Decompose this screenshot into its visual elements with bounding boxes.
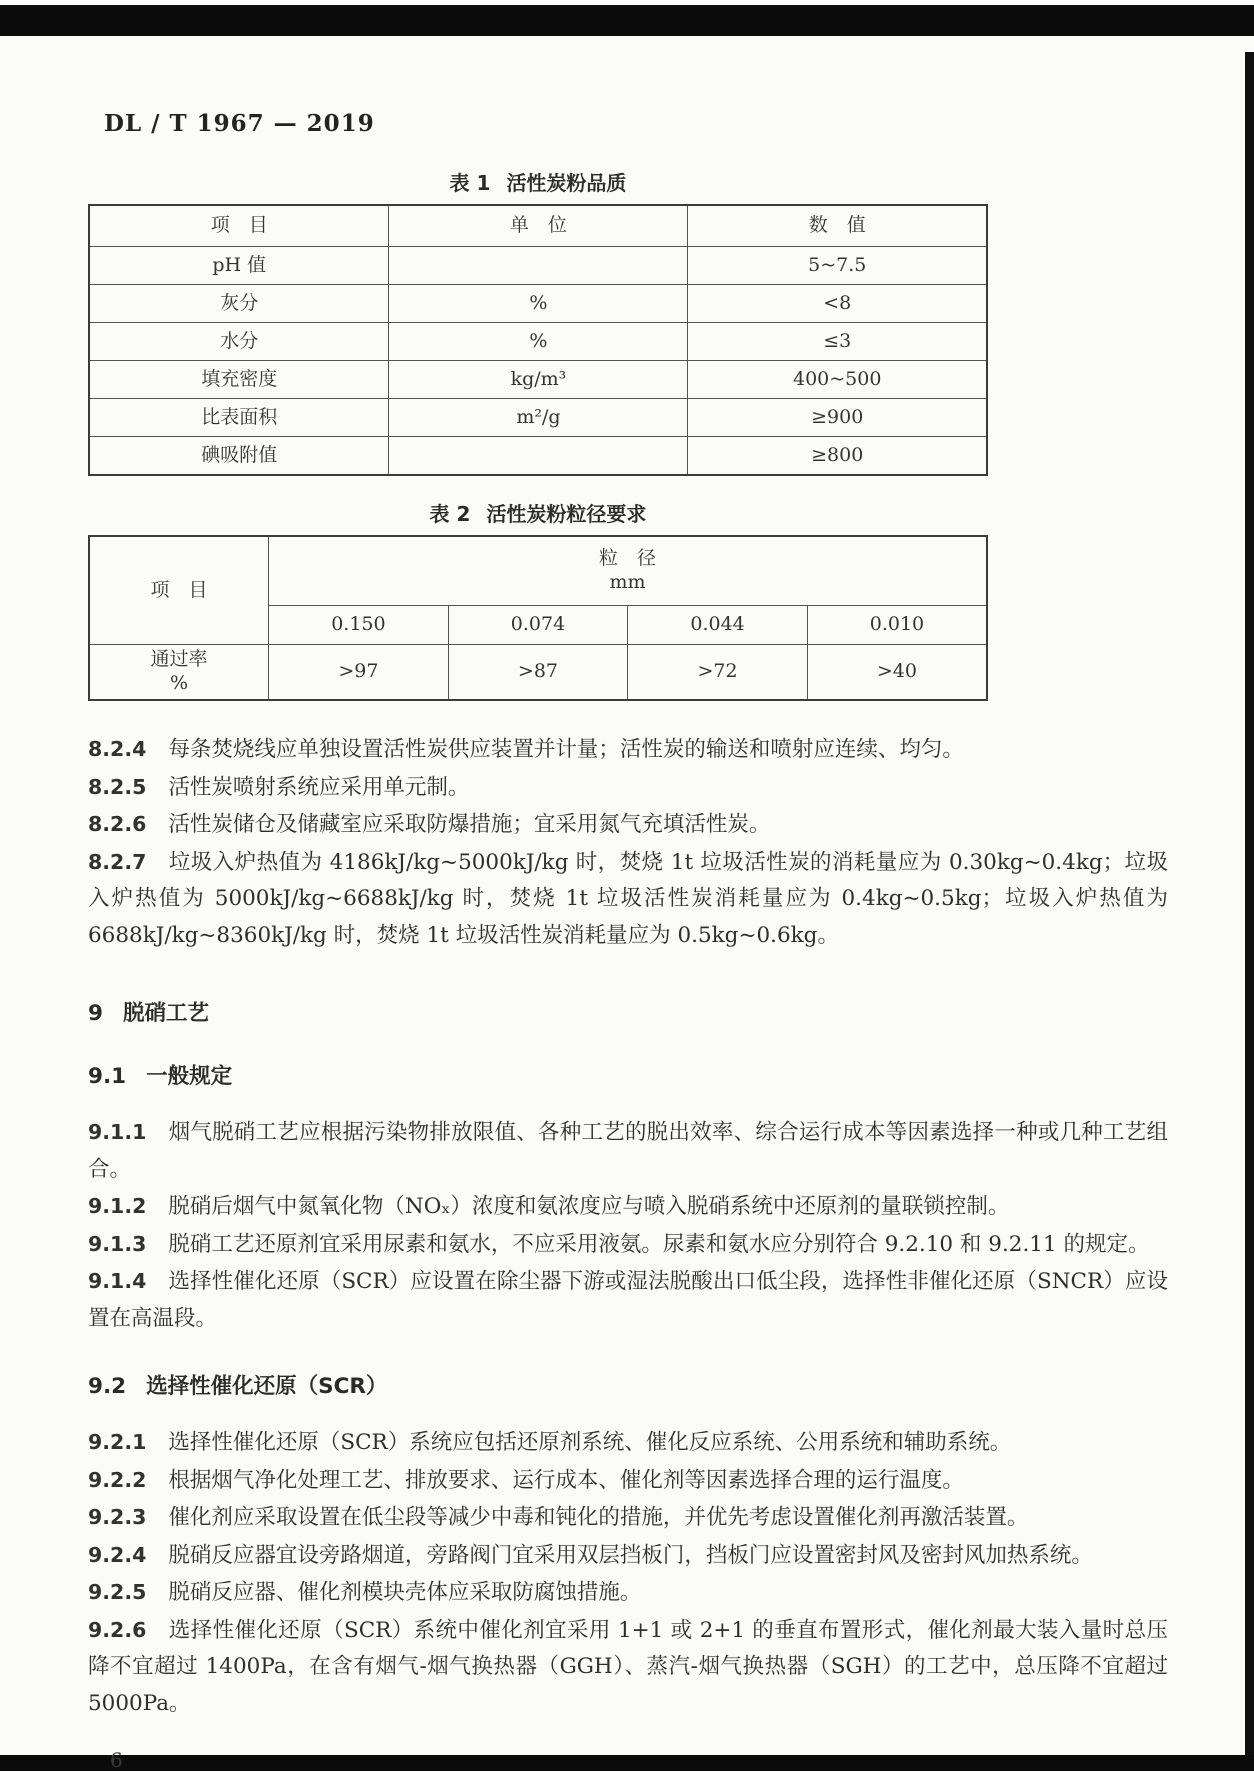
table1-header-item: 项 目 (89, 205, 389, 247)
clause-text: 脱硝反应器宜设旁路烟道，旁路阀门宜采用双层挡板门，挡板门应设置密封风及密封风加热系统。 (168, 1542, 1093, 1568)
clause-text: 脱硝工艺还原剂宜采用尿素和氨水，不应采用液氨。尿素和氨水应分别符合 9.2.10 和 9.2.11 的规定。 (168, 1231, 1150, 1257)
table-cell: 0.044 (628, 606, 808, 645)
clause-9-2-4 (88, 1537, 1168, 1575)
clause-8-2-6 (88, 806, 1168, 844)
clause-8-2-4 (88, 731, 1168, 769)
heading-number: 9 (88, 1001, 103, 1026)
table-cell: 比表面积 (89, 399, 389, 437)
clause-text: 垃圾入炉热值为 4186kJ/kg~5000kJ/kg 时，焚烧 1t 垃圾活性炭的消耗量应为 0.30kg~0.4kg；垃圾入炉热值为 5000kJ/kg~6688kJ/kg 时，焚烧 1t 垃圾活性炭消耗量应为 0.4kg~0.5kg；垃圾入炉热值为 6688kJ/kg~8360kJ/kg 时，焚烧 1t 垃圾活性炭消耗量应为 0.5kg~0.6kg。 (88, 849, 1168, 948)
clause-9-2-5 (88, 1574, 1168, 1612)
table-cell: 灰分 (89, 285, 389, 323)
clause-number: 9.1.2 (88, 1194, 147, 1218)
heading-text: 一般规定 (146, 1064, 233, 1089)
clause-8-2-5 (88, 769, 1168, 807)
clause-9-2-3 (88, 1499, 1168, 1537)
clause-number: 9.1.3 (88, 1231, 147, 1256)
page-number: 6 (110, 1748, 123, 1772)
clause-number: 9.2.3 (88, 1505, 147, 1529)
table1-header-value: 数 值 (688, 205, 987, 247)
clause-8-2-7 (88, 844, 1168, 955)
table1-caption-title: 活性炭粉品质 (506, 171, 627, 195)
table-cell: >87 (448, 645, 628, 701)
table-row (89, 437, 987, 476)
section-heading-9-1 (88, 1059, 1168, 1090)
clause-number: 9.2.6 (88, 1617, 147, 1642)
table-header-row (89, 536, 987, 606)
table-activated-carbon-quality (88, 204, 988, 476)
table-cell: ≥900 (688, 399, 987, 437)
table-cell: ≤3 (688, 323, 987, 361)
clause-9-1-2 (88, 1188, 1168, 1226)
clause-9-2-1 (88, 1424, 1168, 1462)
table2-row-label-unit: % (170, 672, 189, 694)
clause-text: 活性炭储仓及储藏室应采取防爆措施；宜采用氮气充填活性炭。 (168, 812, 771, 837)
table2-data-row (89, 645, 987, 701)
table-cell: 5~7.5 (688, 247, 987, 285)
clause-number: 8.2.7 (88, 849, 147, 874)
table1-header-unit: 单 位 (389, 205, 688, 247)
clause-text: 脱硝后烟气中氮氧化物（NOₓ）浓度和氨浓度应与喷入脱硝系统中还原剂的量联锁控制。 (168, 1194, 1010, 1219)
clause-text: 脱硝反应器、催化剂模块壳体应采取防腐蚀措施。 (168, 1580, 642, 1605)
table2-caption-title: 活性炭粉粒径要求 (486, 502, 647, 526)
section-heading-9-2 (88, 1369, 1168, 1400)
table-cell (389, 247, 688, 285)
table-cell: 水分 (89, 323, 389, 361)
clause-9-2-2 (88, 1462, 1168, 1500)
clause-text: 烟气脱硝工艺应根据污染物排放限值、各种工艺的脱出效率、综合运行成本等因素选择一种或几种工艺组合。 (88, 1120, 1168, 1182)
clause-9-2-6 (88, 1612, 1168, 1723)
table2-caption-prefix: 表 2 (429, 502, 471, 526)
table1-caption (88, 167, 988, 196)
clause-text: 选择性催化还原（SCR）系统应包括还原剂系统、催化反应系统、公用系统和辅助系统。 (168, 1430, 1012, 1455)
clause-text: 催化剂应采取设置在低尘段等减少中毒和钝化的措施，并优先考虑设置催化剂再激活装置。 (168, 1505, 1029, 1530)
table-cell: 填充密度 (89, 361, 389, 399)
table-cell: <8 (688, 285, 987, 323)
table-cell: 400~500 (688, 361, 987, 399)
clause-number: 9.2.1 (88, 1430, 147, 1454)
heading-text: 选择性催化还原（SCR） (146, 1374, 388, 1399)
table-row (89, 399, 987, 437)
clause-text: 选择性催化还原（SCR）应设置在除尘器下游或湿法脱酸出口低尘段，选择性非催化还原（SNCR）应设置在高温段。 (88, 1269, 1168, 1331)
clause-number: 9.2.2 (88, 1467, 147, 1492)
table2-header-particle-size (269, 536, 987, 606)
table-cell: >72 (628, 645, 808, 701)
clause-number: 9.2.5 (88, 1580, 147, 1604)
document-number-header: DL / T 1967 — 2019 (104, 110, 375, 137)
scan-edge-top (0, 5, 1254, 36)
table-cell: >40 (807, 645, 987, 701)
clause-number: 8.2.4 (88, 737, 147, 761)
table-cell: 0.150 (269, 606, 449, 645)
table2-span-unit: mm (609, 571, 646, 593)
table-row (89, 285, 987, 323)
table2-span-title: 粒 径 (599, 547, 657, 570)
table2-header-item: 项 目 (89, 536, 269, 645)
section-heading-9 (88, 996, 1168, 1027)
clause-number: 8.2.5 (88, 774, 147, 799)
table1-caption-prefix: 表 1 (449, 171, 491, 195)
clause-text: 每条焚烧线应单独设置活性炭供应装置并计量；活性炭的输送和喷射应连续、均匀。 (168, 737, 964, 762)
clause-text: 根据烟气净化处理工艺、排放要求、运行成本、催化剂等因素选择合理的运行温度。 (168, 1467, 964, 1493)
clause-9-1-4 (88, 1263, 1168, 1337)
table-cell (389, 437, 688, 476)
table2-caption (88, 498, 988, 527)
table-cell: 0.010 (807, 606, 987, 645)
table-cell: % (389, 323, 688, 361)
clause-number: 9.2.4 (88, 1542, 147, 1567)
clause-9-1-3 (88, 1226, 1168, 1264)
clause-number: 8.2.6 (88, 812, 147, 836)
table-particle-size-requirements (88, 535, 988, 701)
table-cell: >97 (269, 645, 449, 701)
table2-row-label-text: 通过率 (150, 648, 208, 671)
clause-text: 选择性催化还原（SCR）系统中催化剂宜采用 1+1 或 2+1 的垂直布置形式，催化剂最大装入量时总压降不宜超过 1400Pa，在含有烟气-烟气换热器（GGH）、蒸汽-烟气换热器（SGH）的工艺中，总压降不宜超过 5000Pa。 (88, 1617, 1168, 1716)
clause-9-1-1 (88, 1114, 1168, 1188)
table-cell: pH 值 (89, 247, 389, 285)
table-cell: 碘吸附值 (89, 437, 389, 476)
heading-number: 9.2 (88, 1374, 127, 1399)
heading-text: 脱硝工艺 (122, 1001, 209, 1026)
heading-number: 9.1 (88, 1064, 127, 1089)
table-cell: kg/m³ (389, 361, 688, 399)
table-cell: m²/g (389, 399, 688, 437)
clause-text: 活性炭喷射系统应采用单元制。 (168, 774, 470, 800)
table-row (89, 361, 987, 399)
table-cell: ≥800 (688, 437, 987, 476)
table-cell: 0.074 (448, 606, 628, 645)
table-cell: % (389, 285, 688, 323)
table-row (89, 247, 987, 285)
table2-row-label (89, 645, 269, 701)
clause-number: 9.1.4 (88, 1269, 147, 1293)
table-header-row (89, 205, 987, 247)
scan-edge-right (1245, 52, 1254, 1771)
page-content (88, 100, 1168, 1772)
clause-number: 9.1.1 (88, 1120, 147, 1144)
table-row (89, 323, 987, 361)
body-text (88, 731, 1168, 1722)
